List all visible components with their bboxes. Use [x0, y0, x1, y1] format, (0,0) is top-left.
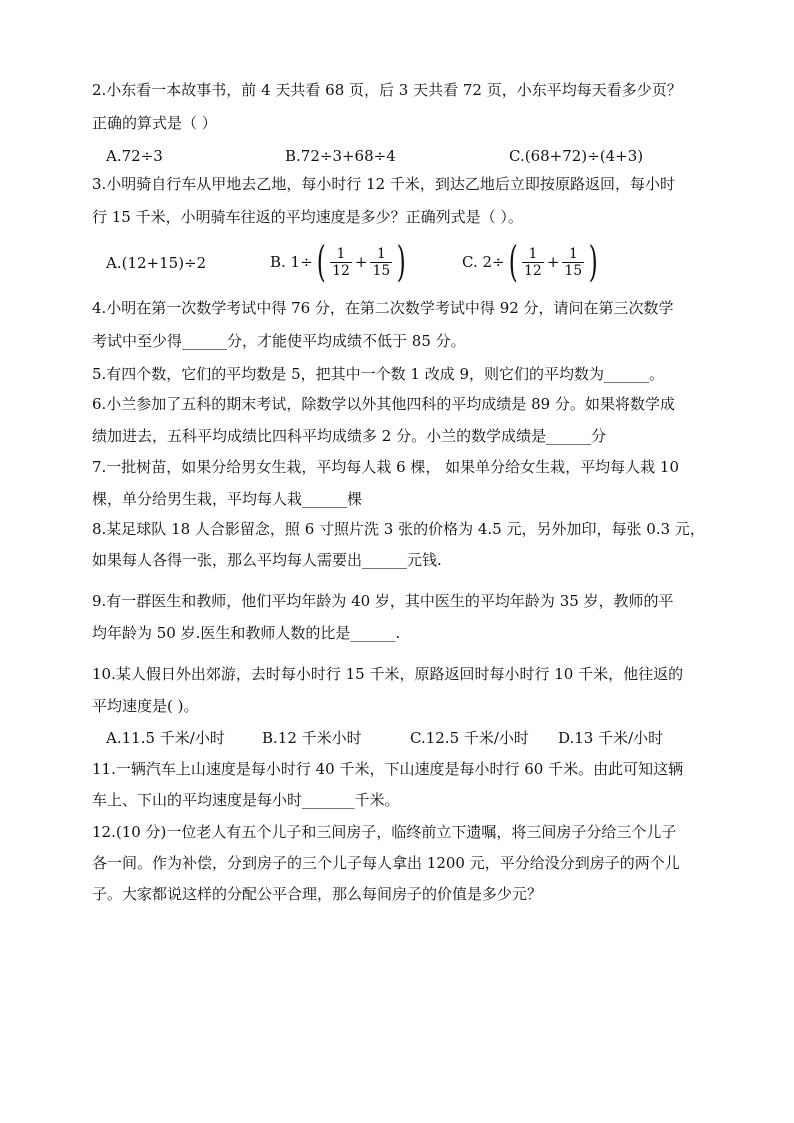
q4-line1: 4.小明在第一次数学考试中得 76 分，在第二次数学考试中得 92 分，请问在第三次数学 — [92, 299, 674, 317]
numerator: 1 — [528, 245, 538, 262]
q11-line2: 车上、下山的平均速度是每小时_______千米。 — [92, 791, 400, 809]
left-paren: ( — [508, 237, 518, 286]
denominator: 12 — [523, 262, 542, 279]
q12-line3: 子。大家都说这样的分配公平合理，那么每间房子的价值是多少元？ — [92, 885, 543, 903]
q3-option-c — [462, 237, 602, 286]
q3-option-b-prefix: B. 1÷ — [270, 253, 313, 271]
q9-line2: 均年龄为 50 岁.医生和教师人数的比是______. — [92, 624, 401, 642]
q7-line1: 7.一批树苗，如果分给男女生栽，平均每人栽 6 棵， 如果单分给女生栽，平均每人栽 10 — [92, 458, 680, 476]
plus-sign: + — [546, 253, 560, 271]
q2-line2: 正确的算式是（ ） — [92, 114, 217, 132]
q5-line1: 5.有四个数，它们的平均数是 5，把其中一个数 1 改成 9，则它们的平均数为______。 — [92, 365, 665, 383]
q10-option-b: B.12 千米小时 — [262, 729, 362, 747]
q10-option-d: D.13 千米/小时 — [558, 729, 664, 747]
q4-line2: 考试中至少得______分，才能使平均成绩不低于 85 分。 — [92, 332, 466, 350]
q7-line2: 棵，单分给男生栽，平均每人栽______棵 — [92, 490, 363, 508]
q2-line1: 2.小东看一本故事书，前 4 天共看 68 页，后 3 天共看 72 页，小东平均每天看多少页？ — [92, 81, 682, 99]
q2-option-c: C.(68+72)÷(4+3) — [509, 147, 644, 165]
q3-line2: 行 15 千米，小明骑车往返的平均速度是多少？正确列式是（ ）。 — [92, 208, 523, 226]
denominator: 12 — [332, 262, 350, 279]
q3-option-c-prefix: C. 2÷ — [462, 253, 505, 271]
q3-option-b — [270, 237, 410, 286]
q3-line1: 3.小明骑自行车从甲地去乙地，每小时行 12 千米，到达乙地后立即按原路返回，每小时 — [92, 175, 675, 193]
q10-option-c: C.12.5 千米/小时 — [410, 729, 529, 747]
numerator: 1 — [376, 245, 386, 262]
left-paren: ( — [316, 237, 326, 286]
q6-line1: 6.小兰参加了五科的期末考试，除数学以外其他四科的平均成绩是 89 分。如果将数学成 — [92, 395, 675, 413]
numerator: 1 — [336, 245, 346, 262]
fraction-1-over-12 — [522, 246, 544, 279]
q2-option-b: B.72÷3+68÷4 — [285, 147, 396, 165]
q9-line1: 9.有一群医生和教师，他们平均年龄为 40 岁，其中医生的平均年龄为 35 岁，教师的平 — [92, 592, 674, 610]
right-paren: ) — [396, 237, 406, 286]
fraction-1-over-15 — [370, 246, 392, 279]
numerator: 1 — [568, 245, 578, 262]
q10-option-a: A.11.5 千米/小时 — [106, 729, 225, 747]
q10-line1: 10.某人假日外出郊游，去时每小时行 15 千米，原路返回时每小时行 10 千米，他往返的 — [92, 665, 684, 683]
fraction-1-over-12 — [330, 246, 352, 279]
q6-line2: 绩加进去，五科平均成绩比四科平均成绩多 2 分。小兰的数学成绩是______分 — [92, 427, 607, 445]
right-paren: ) — [588, 237, 598, 286]
q10-line2: 平均速度是( )。 — [92, 697, 199, 715]
q2-option-a: A.72÷3 — [106, 147, 163, 165]
q8-line1: 8.某足球队 18 人合影留念，照 6 寸照片洗 3 张的价格为 4.5 元，另外加印，每张 0.3 元， — [92, 520, 705, 538]
denominator: 15 — [372, 262, 391, 279]
q3-option-a: A.(12+15)÷2 — [106, 254, 207, 272]
q8-line2: 如果每人各得一张，那么平均每人需要出______元钱. — [92, 551, 442, 569]
fraction-1-over-15 — [562, 246, 584, 279]
plus-sign: + — [354, 253, 368, 271]
q12-line1: 12.(10 分)一位老人有五个儿子和三间房子，临终前立下遗嘱，将三间房子分给三个儿子 — [92, 823, 677, 841]
q11-line1: 11.一辆汽车上山速度是每小时行 40 千米，下山速度是每小时行 60 千米。由此可知这辆 — [92, 760, 684, 778]
q12-line2: 各一间。作为补偿，分到房子的三个儿子每人拿出 1200 元，平分给没分到房子的两个儿 — [92, 854, 680, 872]
denominator: 15 — [564, 262, 583, 279]
